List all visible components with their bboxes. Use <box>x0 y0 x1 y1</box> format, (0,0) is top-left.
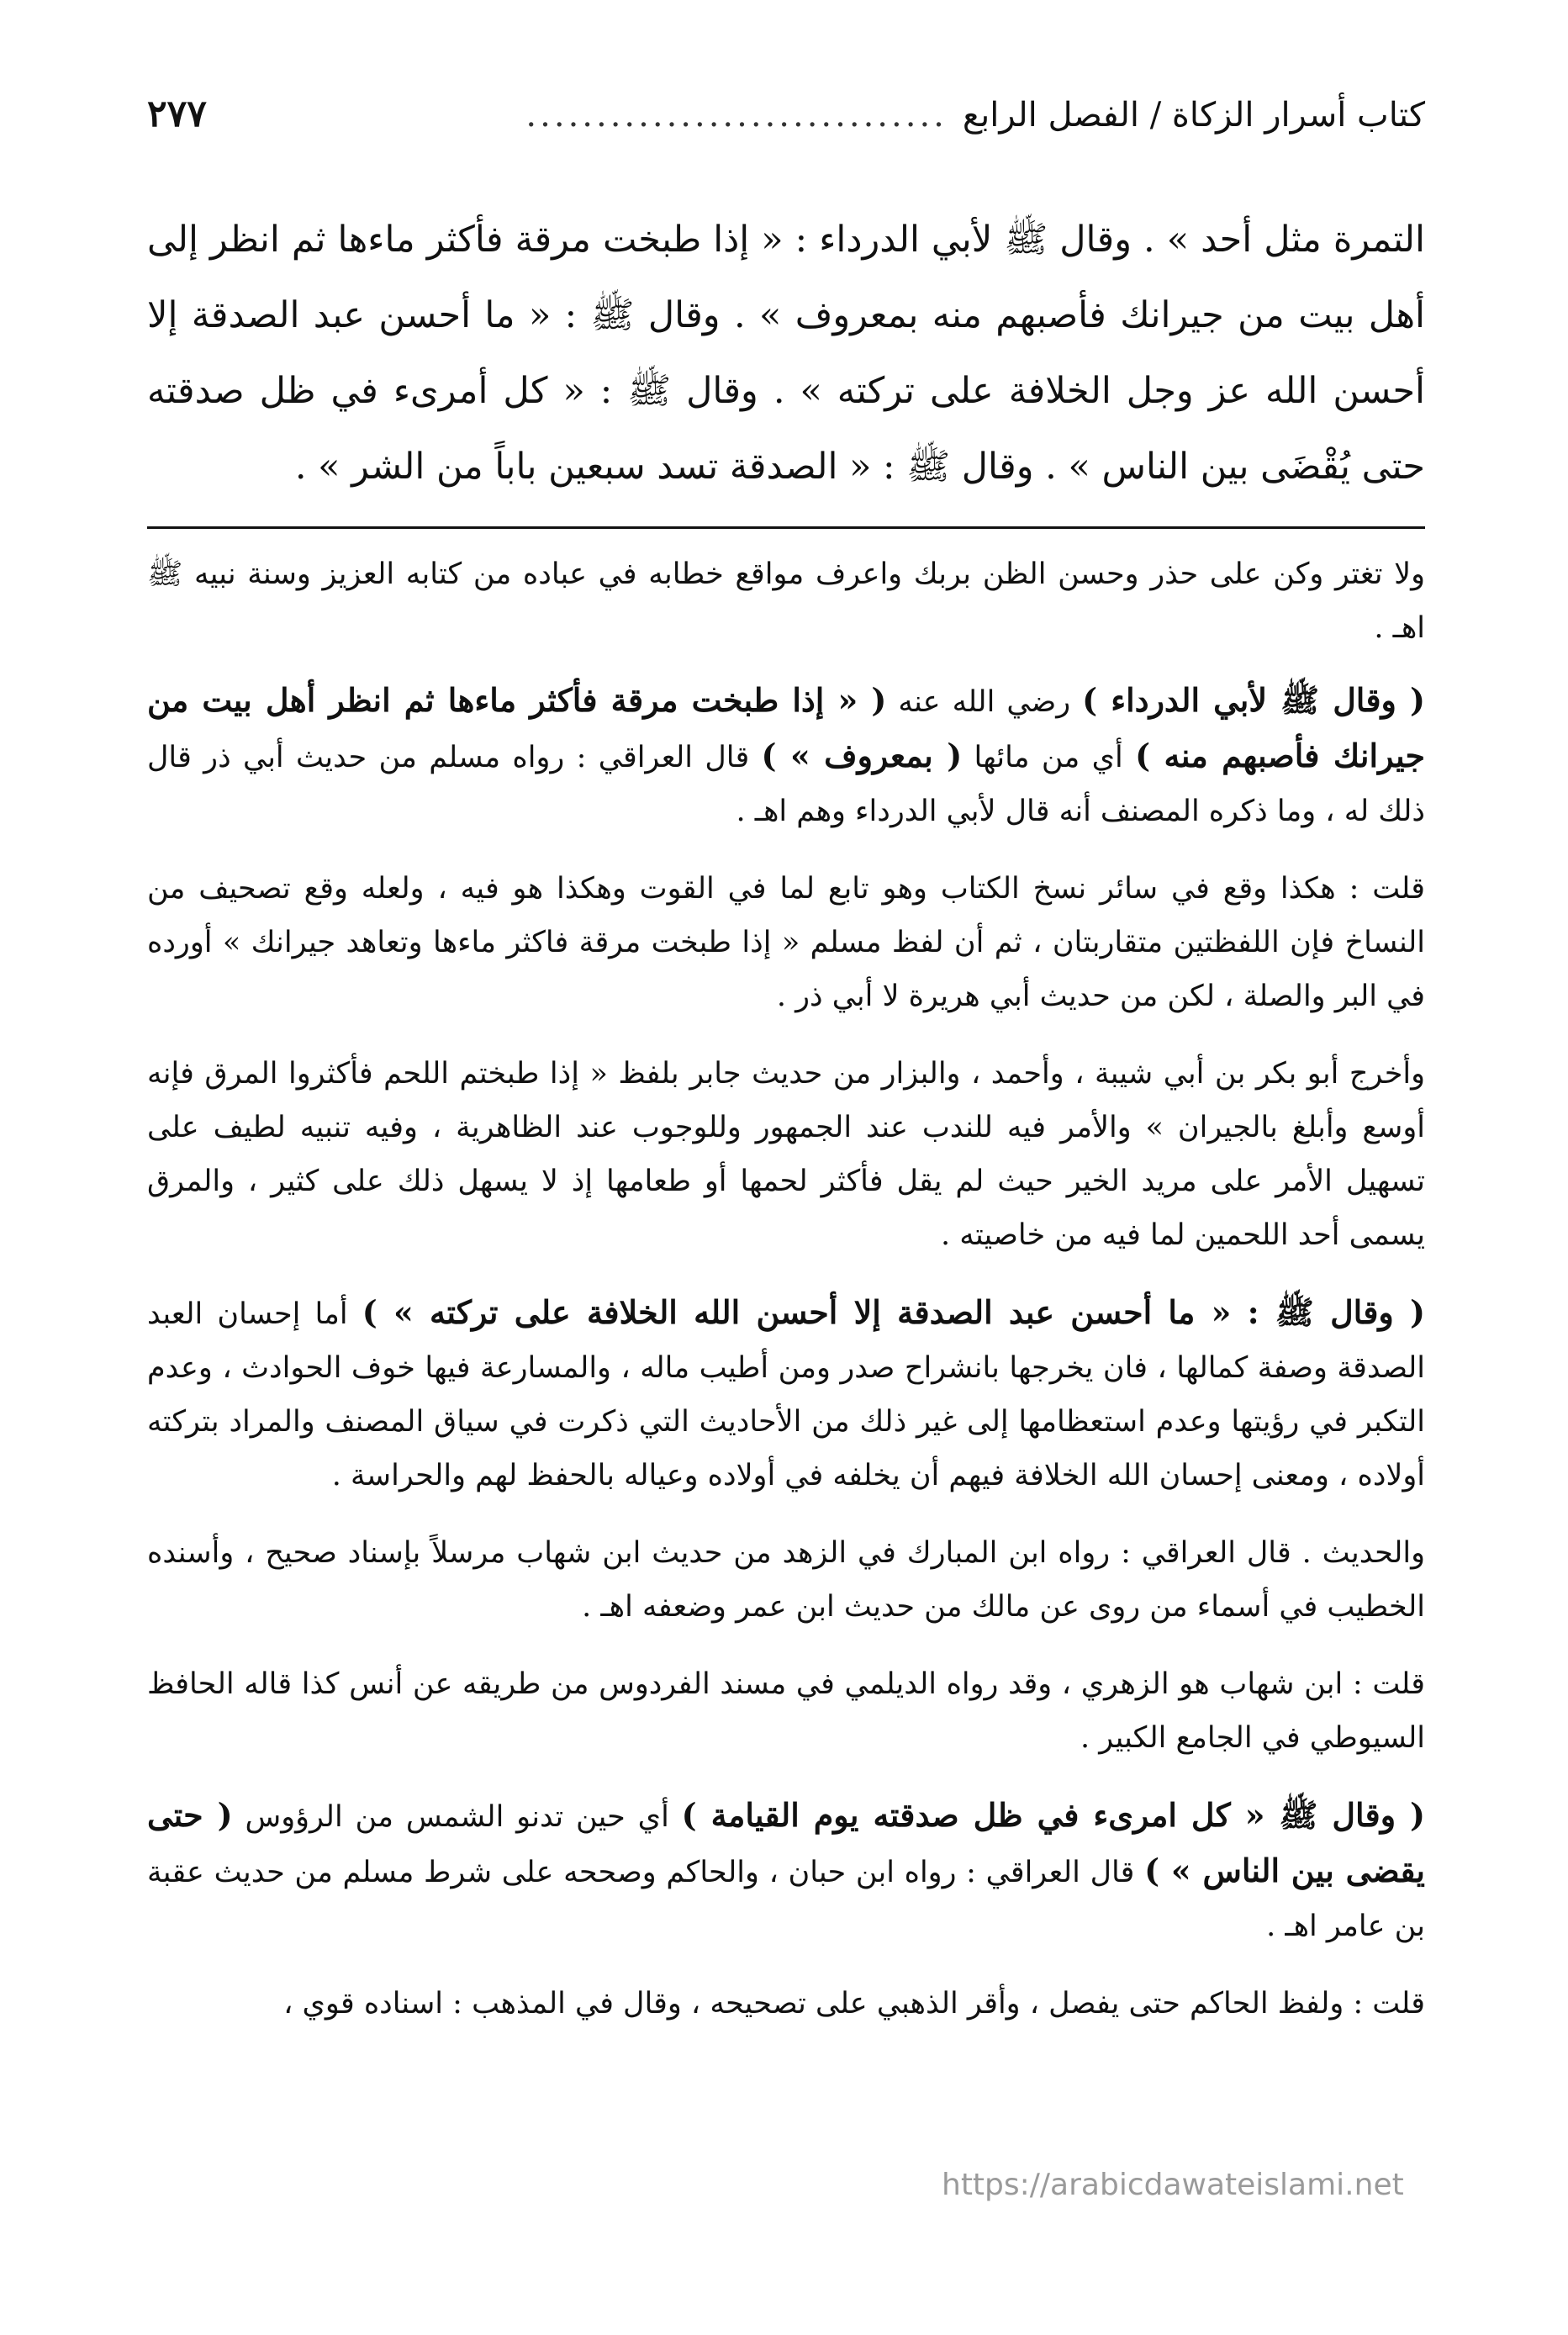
commentary-text: قال العراقي : رواه ابن حبان ، والحاكم وصححه على شرط مسلم من حديث عقبة بن عامر اهـ . <box>147 1856 1425 1943</box>
commentary-text: أي من مائها <box>962 741 1136 774</box>
commentary-paragraph-5 <box>147 1286 1425 1503</box>
commentary-paragraph-7: قلت : ابن شهاب هو الزهري ، وقد رواه الديلمي في مسند الفردوس من طريقه عن أنس كذا قاله الحافظ السيوطي في الجامع الكبير . <box>147 1667 1425 1755</box>
commentary-text: أي حين تدنو الشمس من الرؤوس <box>232 1800 682 1834</box>
main-text-block: التمرة مثل أحد » . وقال ﷺ لأبي الدرداء : « إذا طبخت مرقة فأكثر ماءها ثم انظر إلى أهل بيت من جيرانك فأصبهم منه بمعروف » . وقال ﷺ : « ما أحسن عبد الصدقة إلا أحسن الله عز وجل الخلافة على تركته » . وقال ﷺ : « كل أمرىء في ظل صدقته حتى يُقْضَى بين الناس » . وقال ﷺ : « الصدقة تسد سبعين باباً من الشر » . <box>147 219 1425 488</box>
lemma-text: ( وقال ﷺ : « ما أحسن عبد الصدقة إلا أحسن الله الخلافة على تركته » ) <box>362 1293 1426 1331</box>
lemma-text: ( حتى يقضى بين الناس » ) <box>147 1796 1426 1889</box>
text-divider <box>147 526 1425 529</box>
lemma-text: ( وقال ﷺ « كل امرىء في ظل صدقته يوم القيامة ) <box>681 1796 1426 1834</box>
commentary-paragraph-9: قلت : ولفظ الحاكم حتى يفصل ، وأقر الذهبي على تصحيحه ، وقال في المذهب : اسناده قوي ، <box>283 1987 1425 2021</box>
lemma-text: ( وقال ﷺ لأبي الدرداء ) <box>1082 681 1426 719</box>
commentary-section <box>147 547 1425 2031</box>
commentary-paragraph-8 <box>147 1788 1425 1953</box>
commentary-text: رضي الله عنه <box>886 685 1083 719</box>
commentary-paragraph-1: ولا تغتر وكن على حذر وحسن الظن بربك واعرف مواقع خطابه في عباده من كتابه العزيز وسنة نبيه ﷺ اهـ . <box>147 557 1425 645</box>
running-header-title: كتاب أسرار الزكاة / الفصل الرابع <box>962 96 1425 135</box>
lemma-text: ( بمعروف » ) <box>761 737 963 774</box>
commentary-text: قال العراقي : رواه مسلم من حديث أبي ذر قال ذلك له ، وما ذكره المصنف أنه قال لأبي الدرداء وهم اهـ . <box>147 741 1425 828</box>
commentary-paragraph-3: قلت : هكذا وقع في سائر نسخ الكتاب وهو تابع لما في القوت وهكذا هو فيه ، ولعله وقع تصحيف من النساخ فإن اللفظتين متقاربتان ، ثم أن لفظ مسلم « إذا طبخت مرقة فاكثر ماءها وتعاهد جيرانك » أورده في البر والصلة ، لكن من حديث أبي هريرة لا أبي ذر . <box>147 872 1425 1013</box>
watermark-url: https://arabicdawateislami.net <box>942 2168 1404 2202</box>
running-header <box>147 92 1425 151</box>
commentary-paragraph-6: والحديث . قال العراقي : رواه ابن المبارك في الزهد من حديث ابن شهاب مرسلاً بإسناد صحيح ، وأسنده الخطيب في أسماء من روى عن مالك من حديث ابن عمر وضعفه اهـ . <box>147 1536 1425 1624</box>
commentary-paragraph-4: وأخرج أبو بكر بن أبي شيبة ، وأحمد ، والبزار من حديث جابر بلفظ « إذا طبختم اللحم فأكثروا المرق فإنه أوسع وأبلغ بالجيران » والأمر فيه للندب عند الجمهور وللوجوب عند الظاهرية ، وفيه تنبيه لطيف على تسهيل الأمر على مريد الخير حيث لم يقل فأكثر لحمها أو طعامها إذ لا يسهل ذلك على كثير ، والمرق يسمى أحد اللحمين لما فيه من خاصيته . <box>147 1057 1425 1252</box>
commentary-text: أما إحسان العبد الصدقة وصفة كمالها ، فان يخرجها بانشراح صدر ومن أطيب ماله ، والمسارعة فيها خوف الحوادث ، وعدم التكبر في رؤيتها وعدم استعظامها إلى غير ذلك من الأحاديث التي ذكرت في سياق المصنف والمراد بتركته أولاده ، ومعنى إحسان الله الخلافة فيهم أن يخلفه في أولاده وعياله بالحفظ لهم والحراسة . <box>147 1297 1426 1492</box>
header-leader-dots: .............................. <box>525 96 948 135</box>
page-number: ٢٧٧ <box>147 92 207 135</box>
commentary-paragraph-2 <box>147 674 1425 838</box>
lemma-text: ( « إذا طبخت مرقة فأكثر ماءها ثم انظر أهل بيت من جيرانك فأصبهم منه ) <box>147 681 1425 774</box>
